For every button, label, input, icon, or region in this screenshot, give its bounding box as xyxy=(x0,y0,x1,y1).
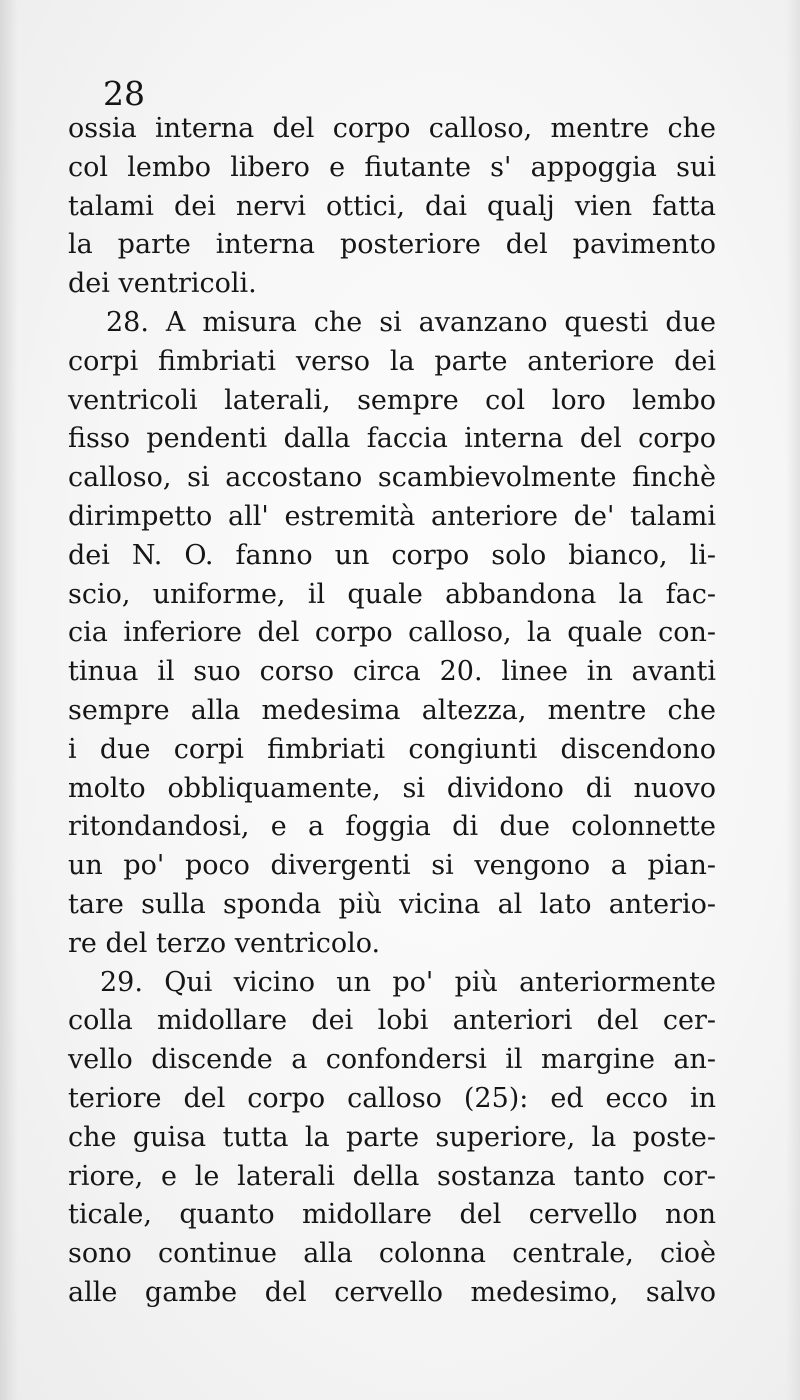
text-line: dei ventricoli. xyxy=(68,268,257,300)
text-line: ritondandosi, e a foggia di due colonnette xyxy=(68,811,716,843)
page-shadow-left xyxy=(0,0,18,1400)
text-line: un po' poco divergenti si vengono a pian- xyxy=(68,850,716,882)
body-text xyxy=(68,110,716,1313)
text-line: sempre alla medesima altezza, mentre che xyxy=(68,694,716,726)
text-line: re del terzo ventricolo. xyxy=(68,927,381,959)
text-line: alle gambe del cervello medesimo, salvo xyxy=(68,1276,716,1308)
text-line: colla midollare dei lobi anteriori del cer- xyxy=(68,1005,716,1037)
text-line: vello discende a confondersi il margine an- xyxy=(68,1044,716,1076)
text-line: scio, uniforme, il quale abbandona la fac- xyxy=(68,578,716,610)
text-line: ossia interna del corpo calloso, mentre che xyxy=(68,113,716,144)
text-line: riore, e le laterali della sostanza tanto cor- xyxy=(68,1160,716,1192)
text-line: dei N. O. fanno un corpo solo bianco, li- xyxy=(68,539,716,571)
paragraph-28-start: 28. A misura che si avanzano questi due xyxy=(106,306,716,338)
page-number: 28 xyxy=(103,74,145,113)
text-line: cia inferiore del corpo calloso, la quale con- xyxy=(68,617,716,649)
text-line: molto obbliquamente, si dividono di nuovo xyxy=(68,772,716,804)
text-line: teriore del corpo calloso (25): ed ecco in xyxy=(68,1082,716,1114)
text-line: che guisa tutta la parte superiore, la poste- xyxy=(68,1121,716,1153)
text-line: la parte interna posteriore del pavimento xyxy=(68,229,716,261)
text-line: sono continue alla colonna centrale, cioè xyxy=(68,1238,716,1270)
text-line: ticale, quanto midollare del cervello non xyxy=(68,1199,716,1231)
text-line: tare sulla sponda più vicina al lato anterio- xyxy=(68,888,716,920)
text-line: corpi fimbriati verso la parte anteriore dei xyxy=(68,345,716,377)
text-line: talami dei nervi ottici, dai qualj vien fatta xyxy=(68,190,716,222)
text-line: calloso, si accostano scambievolmente finchè xyxy=(68,462,716,494)
text-line: col lembo libero e fiutante s' appoggia sui xyxy=(68,151,716,183)
page-shadow-right xyxy=(786,0,800,1400)
text-line: dirimpetto all' estremità anteriore de' talami xyxy=(68,500,716,532)
paragraph-29-start: 29. Qui vicino un po' più anteriormente xyxy=(100,966,716,998)
text-line: tinua il suo corso circa 20. linee in avanti xyxy=(68,656,716,688)
text-line: i due corpi fimbriati congiunti discendono xyxy=(68,733,716,765)
text-line: fisso pendenti dalla faccia interna del corpo xyxy=(68,423,716,455)
text-line: ventricoli laterali, sempre col loro lembo xyxy=(68,384,716,416)
